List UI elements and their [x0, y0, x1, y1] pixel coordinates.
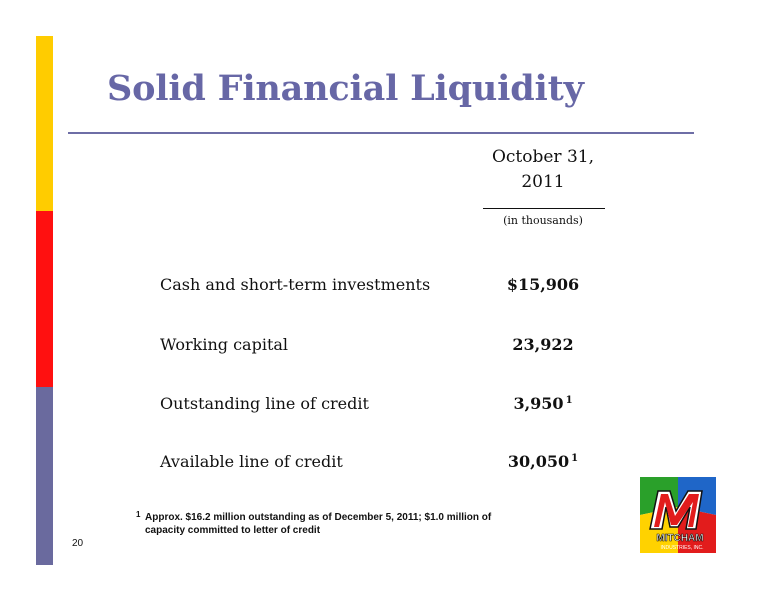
row-value-cash: $15,906	[506, 275, 580, 294]
footnote	[136, 511, 516, 537]
column-unit-label: (in thousands)	[503, 214, 583, 227]
logo-subtitle: INDUSTRIES, INC.	[660, 545, 704, 551]
footnote-ref: 1	[571, 453, 579, 464]
column-header-date: October 31, 2011	[491, 147, 595, 192]
logo-wordmark: MITCHAM	[656, 533, 704, 544]
row-label-cash: Cash and short-term investments	[160, 275, 431, 294]
slide-title: Solid Financial Liquidity	[107, 68, 584, 109]
row-value-outstanding-credit: 3,950 $^1$	[513, 394, 573, 413]
footnote-mark: 1	[136, 510, 141, 519]
title-divider	[68, 132, 694, 134]
footnote-ref: 1	[565, 395, 573, 406]
mitcham-logo-icon	[640, 477, 716, 553]
accent-bar-blue	[36, 387, 53, 565]
accent-bar-yellow	[36, 36, 53, 211]
accent-bar-red	[36, 211, 53, 387]
company-logo	[640, 477, 716, 553]
row-value-available-credit: 30,050 $^1$	[507, 452, 579, 471]
row-label-available-credit: Available line of credit	[160, 452, 343, 471]
row-label-outstanding-credit: Outstanding line of credit	[160, 394, 369, 413]
column-header-rule	[483, 208, 605, 209]
row-value-working-capital: 23,922	[512, 335, 574, 354]
page-number: 20	[72, 538, 84, 549]
footnote-text: Approx. $16.2 million outstanding as of December 5, 2011; $1.0 million of capacity committed to letter of credit	[145, 512, 492, 536]
row-label-working-capital: Working capital	[160, 335, 289, 354]
